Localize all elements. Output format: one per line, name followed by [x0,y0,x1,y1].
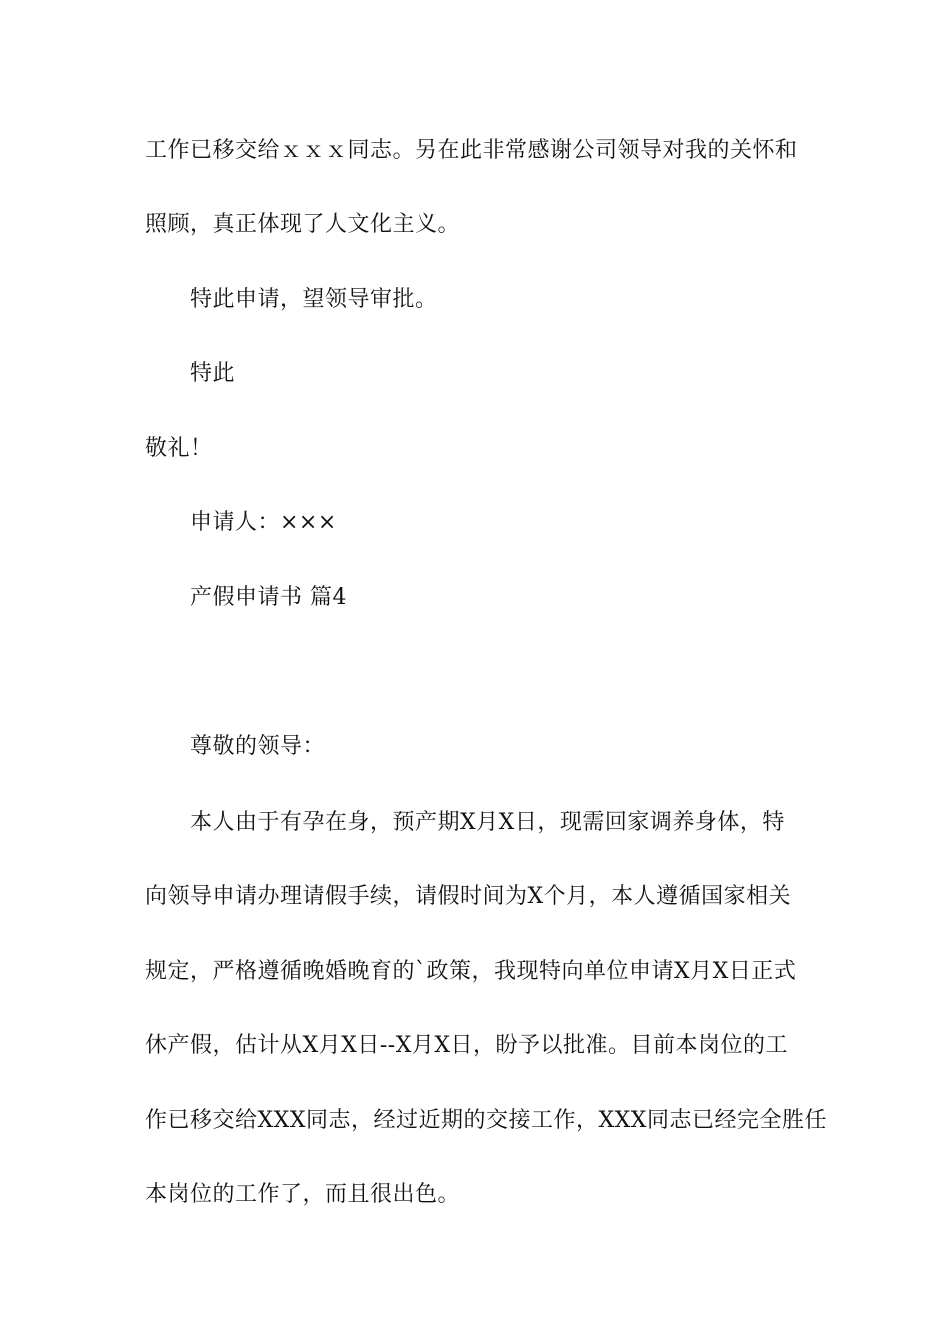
closing-line: 特此 [190,361,236,386]
request-line: 特此申请，望领导审批。 [190,287,438,312]
applicant-line: 申请人：××× [190,510,337,535]
body-line: 作已移交给XXX同志，经过近期的交接工作，XXX同志已经完全胜任 [145,1108,827,1133]
body-line: 规定，严格遵循晚婚晚育的`政策，我现特向单位申请X月X日正式 [145,959,797,984]
salutation-line: 敬礼！ [145,436,213,461]
body-line: 本人由于有孕在身，预产期X月X日，现需回家调养身体，特 [190,810,785,835]
paragraph-line: 照顾，真正体现了人文化主义。 [145,212,461,237]
body-line: 休产假，估计从X月X日--X月X日，盼予以批准。目前本岗位的工 [145,1033,789,1058]
body-line: 向领导申请办理请假手续，请假时间为X个月，本人遵循国家相关 [145,884,792,909]
paragraph-line: 工作已移交给ｘｘｘ同志。另在此非常感谢公司领导对我的关怀和 [145,138,798,163]
section-title: 产假申请书 篇4 [190,585,347,610]
body-line: 本岗位的工作了，而且很出色。 [145,1182,461,1207]
greeting-line: 尊敬的领导： [190,734,326,759]
